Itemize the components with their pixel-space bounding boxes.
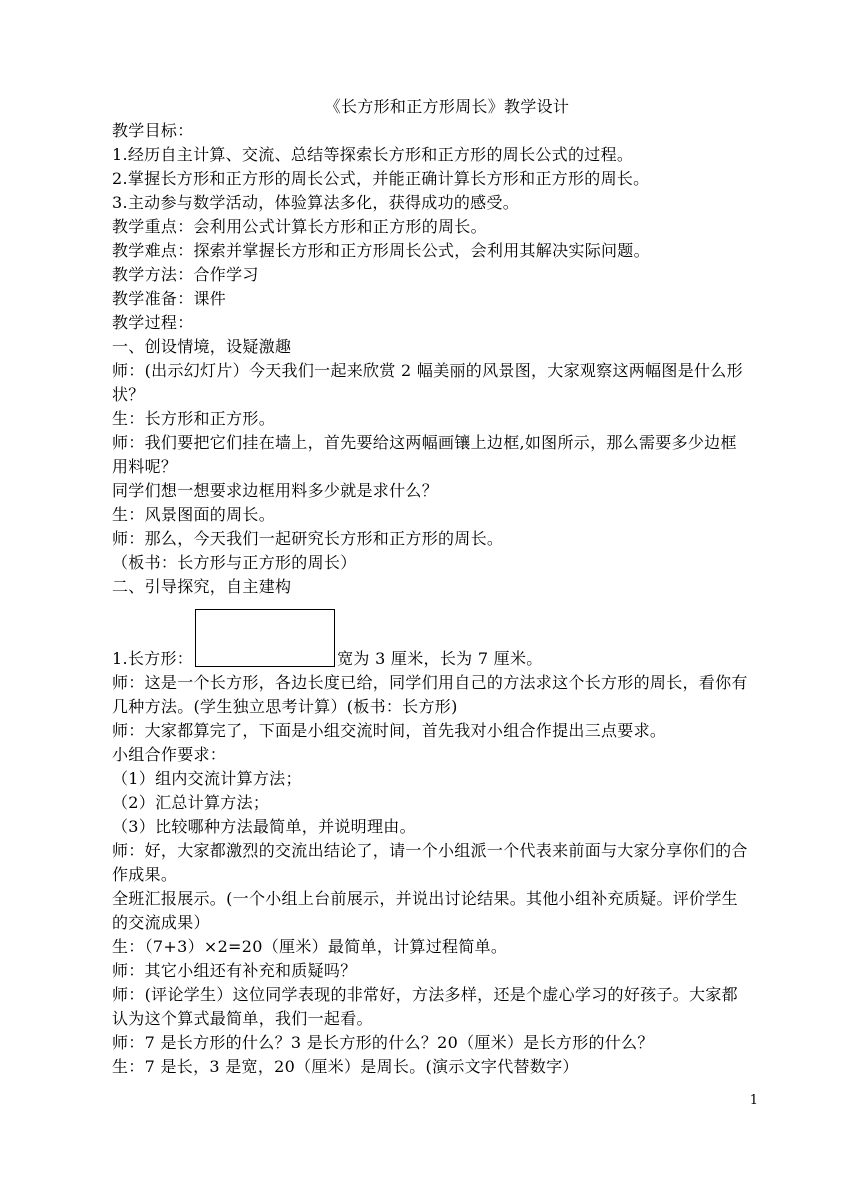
text-line: （2）汇总计算方法； xyxy=(112,793,270,812)
text-line: 教学过程： xyxy=(112,313,194,332)
text-line: 师：7 是长方形的什么？3 是长方形的什么？20（厘米）是长方形的什么？ xyxy=(112,1033,654,1052)
rectangle-dimensions: 宽为 3 厘米，长为 7 厘米。 xyxy=(337,649,543,668)
rectangle-example-line xyxy=(112,609,752,671)
text-line: 师：大家都算完了，下面是小组交流时间，首先我对小组合作提出三点要求。 xyxy=(112,721,667,740)
text-line: 师：那么，今天我们一起研究长方形和正方形的周长。 xyxy=(112,529,504,548)
text-line: 师：好，大家都激烈的交流出结论了，请一个小组派一个代表来前面与大家分享你们的合作成果。 xyxy=(112,841,748,884)
text-line: 教学方法：合作学习 xyxy=(112,265,259,284)
text-line: 生：风景图面的周长。 xyxy=(112,505,276,524)
text-line: 教学准备：课件 xyxy=(112,289,227,308)
text-line: 生：长方形和正方形。 xyxy=(112,409,276,428)
paragraph-block-b xyxy=(112,671,752,1079)
text-line: 1.经历自主计算、交流、总结等探索长方形和正方形的周长公式的过程。 xyxy=(112,145,634,164)
text-line: 教学目标： xyxy=(112,121,194,140)
document-title: 《长方形和正方形周长》教学设计 xyxy=(324,97,570,116)
text-line: 教学重点：会利用公式计算长方形和正方形的周长。 xyxy=(112,217,487,236)
text-line: （1）组内交流计算方法； xyxy=(112,769,302,788)
text-line: 全班汇报展示。(一个小组上台前展示，并说出讨论结果。其他小组补充质疑。评价学生的交流成果） xyxy=(112,889,738,932)
text-line: 二、引导探究，自主建构 xyxy=(112,577,292,596)
text-line: 小组合作要求： xyxy=(112,745,227,764)
text-line: 师：其它小组还有补充和质疑吗？ xyxy=(112,961,357,980)
rectangle-label: 1.长方形： xyxy=(112,649,194,668)
text-line: 2.掌握长方形和正方形的周长公式，并能正确计算长方形和正方形的周长。 xyxy=(112,169,650,188)
text-line: 师：我们要把它们挂在墙上，首先要给这两幅画镶上边框,如图所示，那么需要多少边框用料呢？ xyxy=(112,433,737,476)
text-line: 一、创设情境，设疑激趣 xyxy=(112,337,292,356)
text-line: 师：这是一个长方形，各边长度已给，同学们用自己的方法求这个长方形的周长，看你有几种方法。(学生独立思考计算）(板书：长方形) xyxy=(112,673,748,716)
text-line: 3.主动参与数学活动，体验算法多化，获得成功的感受。 xyxy=(112,193,520,212)
text-line: 生：7 是长，3 是宽，20（厘米）是周长。(演示文字代替数字） xyxy=(112,1057,579,1076)
text-line: 生：（7+3）×2=20（厘米）最简单，计算过程简单。 xyxy=(112,937,508,956)
text-line: （板书：长方形与正方形的周长） xyxy=(112,553,357,572)
text-line: 师：(评论学生）这位同学表现的非常好，方法多样，还是个虚心学习的好孩子。大家都认为这个算式最简单，我们一起看。 xyxy=(112,985,738,1028)
text-line: 师：(出示幻灯片）今天我们一起来欣赏 2 幅美丽的风景图，大家观察这两幅图是什么形状？ xyxy=(112,361,743,404)
paragraph-block-a xyxy=(112,119,752,599)
document-body xyxy=(112,95,752,1079)
text-line: 同学们想一想要求边框用料多少就是求什么？ xyxy=(112,481,439,500)
text-line: （3）比较哪种方法最简单，并说明理由。 xyxy=(112,817,416,836)
page-number: 1 xyxy=(749,1093,758,1108)
rectangle-figure xyxy=(195,609,335,667)
text-line: 教学难点：探索并掌握长方形和正方形周长公式，会利用其解决实际问题。 xyxy=(112,241,650,260)
